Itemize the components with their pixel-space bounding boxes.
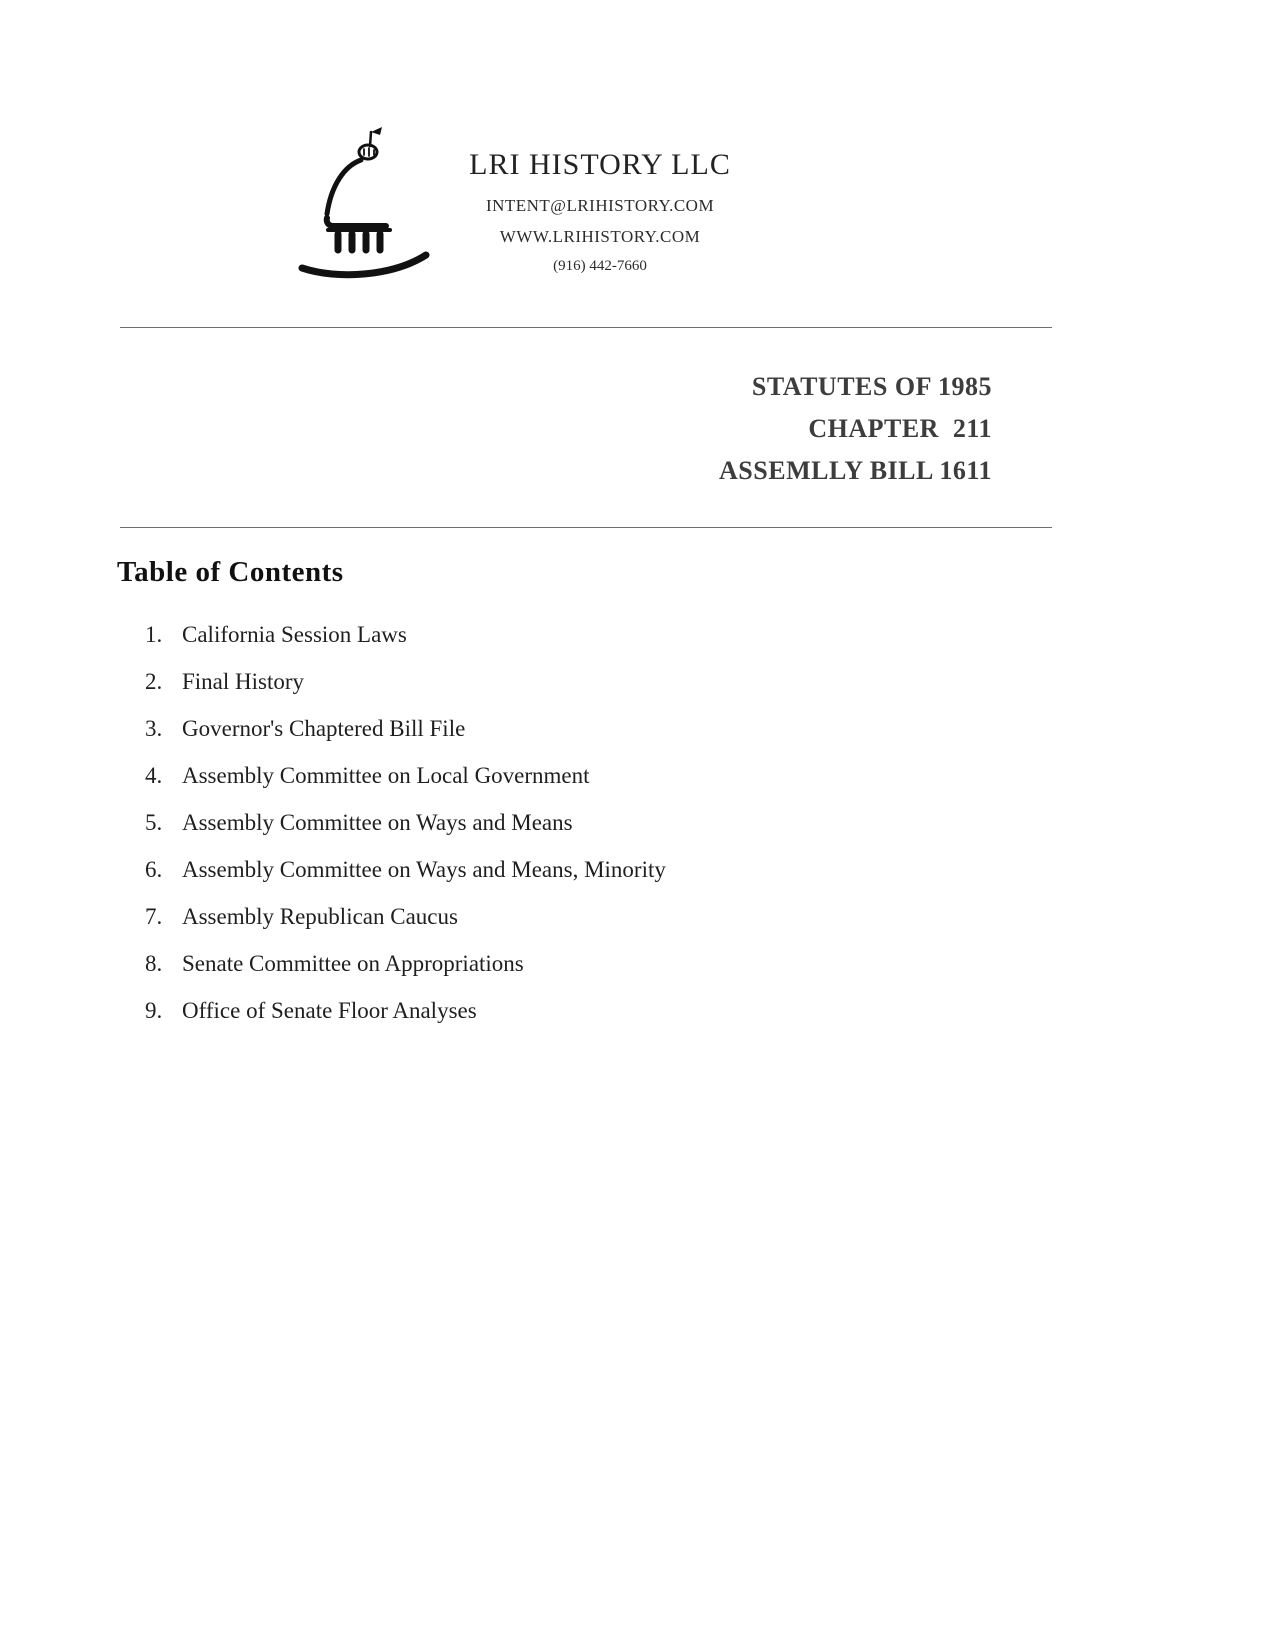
toc-item-number: 2. (145, 669, 163, 694)
toc-item (145, 810, 905, 857)
toc-item (145, 716, 905, 763)
toc-item-label: Governor's Chaptered Bill File (182, 716, 466, 741)
toc-item-label: Assembly Committee on Ways and Means, Minority (182, 857, 666, 882)
toc-title: Table of Contents (117, 556, 344, 588)
company-email: INTENT@LRIHISTORY.COM (485, 196, 715, 215)
toc-item (145, 622, 905, 669)
toc-list (145, 622, 905, 1045)
bottom-divider (120, 527, 1052, 528)
toc-item (145, 763, 905, 810)
toc-item-label: California Session Laws (182, 622, 407, 647)
top-divider (120, 327, 1052, 328)
toc-item-number: 8. (145, 951, 163, 976)
toc-item (145, 857, 905, 904)
company-name: LRI HISTORY LLC (469, 148, 731, 181)
toc-item (145, 951, 905, 998)
toc-item-label: Assembly Committee on Ways and Means (182, 810, 573, 835)
toc-item-label: Senate Committee on Appropriations (182, 951, 524, 976)
letterhead (400, 148, 800, 275)
chapter-line: CHAPTER 211 (808, 414, 992, 443)
company-website: WWW.LRIHISTORY.COM (499, 227, 701, 246)
statutes-line: STATUTES OF 1985 (751, 372, 992, 401)
toc-item-number: 4. (145, 763, 163, 788)
assembly-bill-line: ASSEMLLY BILL 1611 (719, 456, 992, 485)
toc-item-label: Office of Senate Floor Analyses (182, 998, 477, 1023)
case-reference-block (520, 366, 992, 492)
toc-item (145, 904, 905, 951)
toc-item-label: Assembly Committee on Local Government (182, 763, 590, 788)
toc-item-label: Final History (182, 669, 305, 694)
toc-item-number: 1. (145, 622, 163, 647)
toc-item (145, 669, 905, 716)
toc-item-number: 5. (145, 810, 163, 835)
toc-item-number: 9. (145, 998, 163, 1023)
company-phone: (916) 442-7660 (553, 258, 647, 274)
toc-item-label: Assembly Republican Caucus (182, 904, 458, 929)
toc-item-number: 3. (145, 716, 163, 741)
toc-item-number: 7. (145, 904, 163, 929)
toc-item-number: 6. (145, 857, 163, 882)
toc-item (145, 998, 905, 1045)
